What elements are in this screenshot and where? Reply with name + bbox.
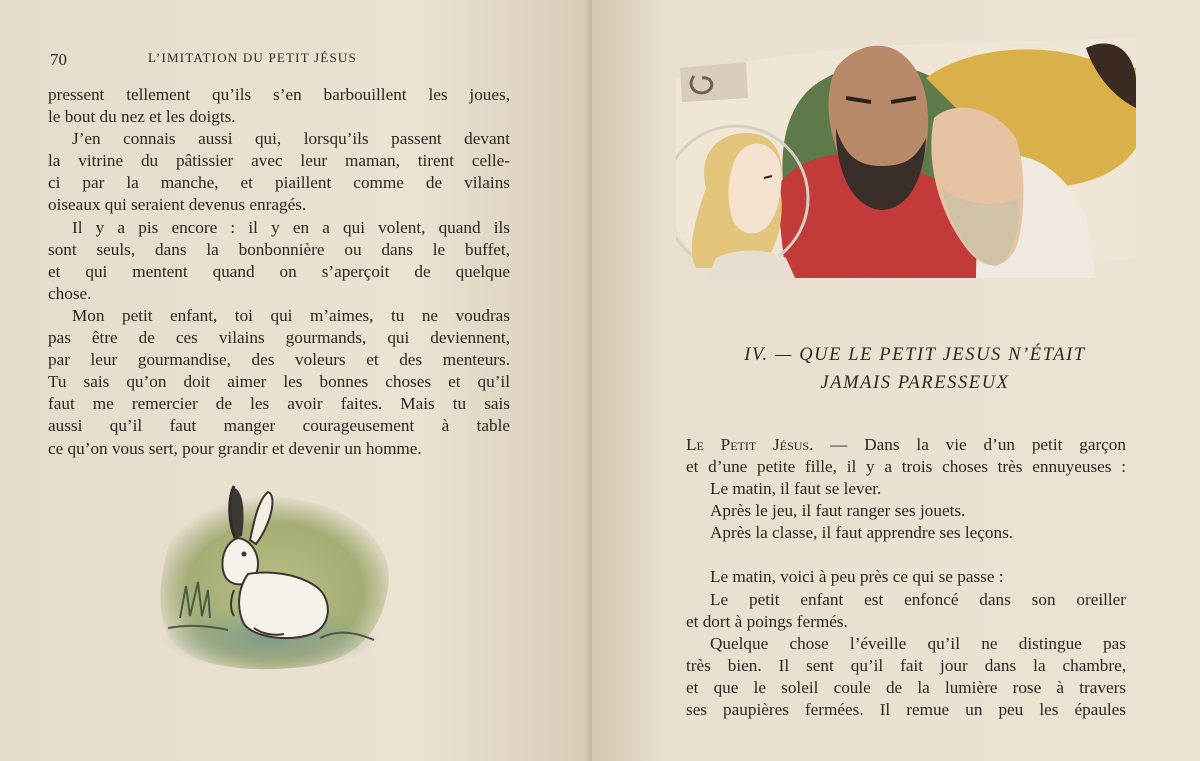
- chapter-title-line: IV. — QUE LE PETIT JESUS N’ÉTAIT: [744, 345, 1086, 365]
- rabbit-illustration: [150, 478, 400, 678]
- text-line: ses paupières fermées. Il remue un peu les épaules: [686, 700, 1126, 720]
- text-line: par leur gourmandise, des voleurs et des menteurs.: [48, 350, 510, 370]
- text-line: sont seuls, dans la bonbonnière ou dans le buffet,: [48, 239, 510, 259]
- speaker-name: Le Petit Jésus.: [686, 435, 814, 454]
- blank-line: [686, 544, 1126, 566]
- text-line: la vitrine du pâtissier avec leur maman, tirent celle-: [48, 151, 510, 171]
- text-line: Il y a pis encore : il y en a qui volent, quand ils: [72, 217, 510, 237]
- text-line: J’en connais aussi qui, lorsqu’ils passent devant: [72, 129, 510, 149]
- text-line: très bien. Il sent qu’il fait jour dans la chambre,: [686, 655, 1126, 675]
- text-line: Après la classe, il faut apprendre ses leçons.: [710, 523, 1014, 543]
- text-line: et qui mentent quand on s’aperçoit de quelque: [48, 261, 510, 281]
- running-head: L’IMITATION DU PETIT JÉSUS: [148, 50, 357, 65]
- text-line: Tu sais qu’on doit aimer les bonnes choses et qu’il: [48, 372, 510, 392]
- text-line: Le matin, voici à peu près ce qui se passe :: [710, 567, 1004, 587]
- text-line: et dort à poings fermés.: [686, 611, 848, 631]
- text-line: oiseaux qui seraient devenus enragés.: [48, 195, 307, 215]
- text-line: ci par la manche, et piaillent comme de vilains: [48, 173, 510, 193]
- right-body-text: [686, 434, 1126, 721]
- text-line: et d’une petite fille, il y a trois choses très ennuyeuses :: [686, 457, 1126, 477]
- text-line: [686, 434, 1126, 456]
- chapter-title: [690, 341, 1140, 397]
- text-line: Mon petit enfant, toi qui m’aimes, tu ne voudras: [72, 305, 510, 325]
- text-line: faut me remercier de les avoir faites. Mais tu sais: [48, 394, 510, 414]
- text-line: le bout du nez et les doigts.: [48, 107, 236, 127]
- text-line: pressent tellement qu’ils s’en barbouillent les joues,: [48, 85, 510, 104]
- text-line: pas être de ces vilains gourmands, qui deviennent,: [48, 328, 510, 348]
- text-line: Le matin, il faut se lever.: [710, 479, 882, 499]
- left-body-text: [48, 84, 510, 460]
- text-line: chose.: [48, 283, 92, 303]
- text-line: Le petit enfant est enfoncé dans son oreiller: [710, 589, 1126, 609]
- left-page: [0, 0, 592, 761]
- page-number: 70: [50, 50, 67, 69]
- chapter-title-line: JAMAIS PARESSEUX: [820, 373, 1010, 393]
- text-line: ce qu’on vous sert, pour grandir et devenir un homme.: [48, 438, 422, 458]
- text-line: Quelque chose l’éveille qu’il ne distingue pas: [710, 633, 1126, 653]
- holy-family-illustration: [676, 38, 1136, 280]
- text-line: Après le jeu, il faut ranger ses jouets.: [710, 501, 966, 521]
- text-line-rest: — Dans la vie d’un petit garçon: [813, 435, 1126, 454]
- text-line: aussi qu’il faut manger courageusement à table: [48, 416, 510, 436]
- text-line: et que le soleil coule de la lumière rose à travers: [686, 677, 1126, 697]
